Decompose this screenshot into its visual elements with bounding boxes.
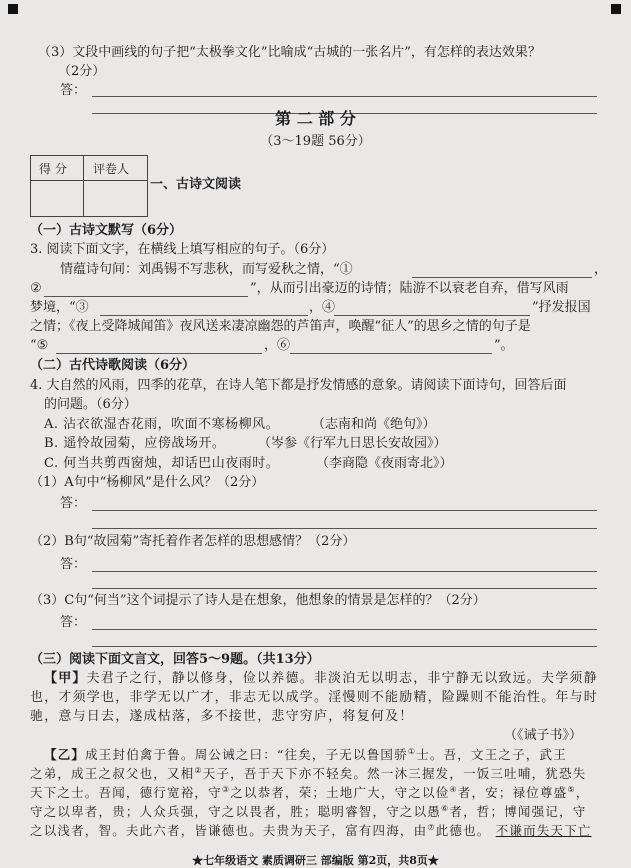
section-title: 一、古诗文阅读: [150, 177, 242, 192]
answer-label: 答：: [60, 615, 87, 630]
underlined-sentence: 不谦而失天下亡: [495, 823, 592, 838]
q4-1: （1）A句中“杨柳风”是什么风？（2分）: [30, 475, 265, 490]
score-header: 得 分: [39, 162, 67, 176]
q2-3-prompt: （3）文段中画线的句子把“太极拳文化”比喻成“古城的一张名片”，有怎样的表达效果？: [38, 45, 541, 60]
blank-2-mark: ②: [30, 281, 42, 296]
yi-text: 天子，吾于天下亦不轻矣。然一沐三握发，一饭三吐哺，犹恐失: [202, 766, 587, 781]
blank-3[interactable]: [100, 315, 308, 316]
answer-line[interactable]: [92, 96, 597, 97]
table-divider: [31, 180, 147, 181]
poem-a-source: （志南和尚《绝句》）: [312, 417, 436, 432]
registration-mark-right: [611, 4, 621, 14]
yi-text: 守之以卑者，贵；人众兵强，守之以畏者，胜；聪明睿智，守之以愚: [30, 804, 442, 819]
subsection-title: （二）古代诗歌阅读（6分）: [30, 358, 196, 373]
yi-text: 之弟，成王之叔父也，又相: [30, 766, 195, 781]
answer-label: 答：: [60, 496, 87, 511]
yi-text: 天下之士。吾闻，德行宽裕，守: [30, 785, 222, 800]
subsection-title: （三）阅读下面文言文，回答5～9题。（共13分）: [30, 652, 320, 667]
score-cell[interactable]: [33, 184, 81, 212]
score-table: [30, 155, 148, 217]
jia-label: 【甲】: [44, 671, 87, 686]
yi-text: ，: [575, 785, 590, 800]
blank-5[interactable]: [56, 353, 262, 354]
q3-line3c: ”抒发报国: [532, 300, 591, 315]
yi-line-5: [30, 822, 592, 840]
jia-source: （《诫子书》）: [504, 728, 583, 743]
page-footer: ★七年级语文 素质调研三 部编版 第2页，共8页★: [192, 854, 439, 867]
q3-stem: 3. 阅读下面文字，在横线上填写相应的句子。（6分）: [30, 242, 335, 257]
blank-2[interactable]: [44, 296, 248, 297]
note-marker: ⑥: [441, 803, 450, 813]
blank-1[interactable]: [412, 277, 592, 278]
note-marker: ②: [194, 765, 203, 775]
answer-line[interactable]: [92, 528, 597, 529]
subsection-title: （一）古诗文默写（6分）: [30, 223, 183, 238]
note-marker: ③: [221, 784, 231, 794]
poem-c: C. 何当共剪西窗烛，却话巴山夜雨时。: [44, 456, 280, 471]
yi-text: 士。吾，文王之子，武王: [416, 747, 567, 762]
yi-text: 之以浅者，智。夫此六者，皆谦德也。夫贵为天子，富有四海，由: [30, 823, 428, 838]
table-divider: [83, 156, 84, 216]
yi-line-2: [30, 765, 586, 783]
q3-line5c: ”。: [494, 338, 514, 353]
part-subtitle: （3～19题 56分）: [260, 134, 371, 149]
q3-line5a: “⑤: [30, 338, 49, 353]
poem-a: A. 沾衣欲湿杏花雨，吹面不寒杨柳风。: [44, 417, 280, 432]
q4-stem-1: 4. 大自然的风雨，四季的花草，在诗人笔下都是抒发情感的意象。请阅读下面诗句，回答后面: [30, 378, 567, 393]
yi-text: 者，哲；博闻强记，守: [449, 804, 587, 819]
answer-line[interactable]: [92, 571, 597, 572]
note-marker: ①: [407, 746, 417, 756]
answer-line[interactable]: [92, 510, 597, 511]
blank-6[interactable]: [290, 353, 492, 354]
poem-b-source: （岑参《行军九日思长安故园》）: [258, 436, 447, 451]
q3-line2: ”，从而引出豪迈的诗情；陆游不以衰老自弃，借写风雨: [250, 281, 569, 296]
jia-line-2: 也，才须学也，非学无以广才，非志无以成学。淫慢则不能励精，险躁则不能治性。年与时: [30, 690, 599, 705]
yi-text: 成王封伯禽于鲁。周公诫之曰：“往矣，子无以鲁国骄: [85, 747, 408, 762]
q4-stem-2: 的问题。（6分）: [44, 397, 137, 412]
q3-line3b: ，④: [309, 300, 336, 315]
answer-line[interactable]: [92, 646, 597, 647]
q3-line5b: ，⑥: [264, 338, 291, 353]
grader-cell[interactable]: [87, 184, 143, 212]
yi-text: 此德也。: [435, 823, 491, 838]
yi-label: 【乙】: [44, 747, 86, 762]
q3-line1: 情蕴诗句间：刘禹锡不写悲秋，而写爱秋之情，“①: [60, 262, 353, 277]
answer-line[interactable]: [92, 588, 597, 589]
yi-line-3: [30, 784, 589, 802]
jia-line-1: [44, 670, 598, 688]
q3-line1-end: ，: [594, 262, 608, 277]
answer-label: 答：: [60, 557, 87, 572]
registration-mark-left: [8, 4, 18, 14]
note-marker: ④: [449, 784, 458, 794]
note-marker: ⑤: [567, 784, 576, 794]
part-title: 第 二 部 分: [275, 109, 356, 128]
q2-3-points: （2分）: [58, 64, 106, 79]
yi-line-4: [30, 803, 586, 821]
answer-line[interactable]: [92, 629, 597, 630]
yi-text: 之以恭者，荣；土地广大，守之以俭: [230, 785, 450, 800]
answer-label: 答：: [60, 83, 87, 98]
jia-line-3: 驰，意与日去，遂成枯落，多不接世，悲守穷庐，将复何及！: [30, 709, 414, 724]
grader-header: 评卷人: [93, 162, 130, 176]
yi-line-1: [44, 746, 567, 764]
q4-3: （3）C句“何当”这个词提示了诗人是在想象，他想象的情景是怎样的？（2分）: [30, 593, 486, 608]
poem-c-source: （李商隐《夜雨寄北》）: [316, 456, 453, 471]
yi-text: 者，安；禄位尊盛: [457, 785, 568, 800]
blank-4[interactable]: [334, 315, 530, 316]
q4-2: （2）B句“故园菊”寄托着作者怎样的思想感情？（2分）: [30, 534, 356, 549]
q3-line3a: 梦境，“③: [30, 300, 89, 315]
note-marker: ⑦: [427, 822, 436, 832]
jia-text: 夫君子之行，静以修身，俭以养德。非淡泊无以明志，非宁静无以致远。夫学须静: [86, 671, 598, 686]
q3-line4: 之情；《夜上受降城闻笛》夜风送来凄凉幽怨的芦笛声，唤醒“征人”的思乡之情的句子是: [30, 319, 531, 334]
poem-b: B. 遥怜故园菊，应傍战场开。: [44, 436, 226, 451]
